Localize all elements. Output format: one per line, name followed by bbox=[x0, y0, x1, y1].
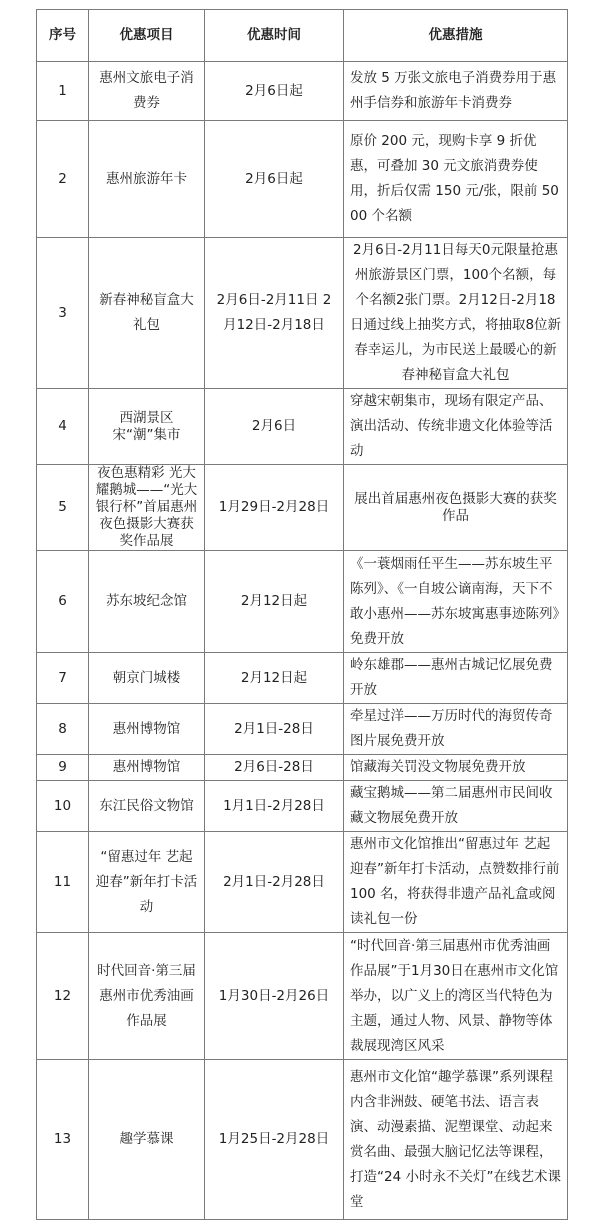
cell-measure: 藏宝鹅城——第二届惠州市民间收藏文物展免费开放 bbox=[344, 781, 568, 832]
cell-time: 2月12日起 bbox=[205, 551, 344, 653]
cell-item: 惠州博物馆 bbox=[89, 755, 205, 781]
cell-item: 趣学慕课 bbox=[89, 1060, 205, 1220]
cell-item: 夜色惠精彩 光大耀鹅城——“光大银行杯”首届惠州夜色摄影大赛获奖作品展 bbox=[89, 465, 205, 551]
cell-item: 惠州旅游年卡 bbox=[89, 121, 205, 238]
cell-no: 6 bbox=[37, 551, 89, 653]
table-row bbox=[37, 465, 568, 551]
cell-measure: 馆藏海关罚没文物展免费开放 bbox=[344, 755, 568, 781]
table-row bbox=[37, 1060, 568, 1220]
cell-no: 11 bbox=[37, 832, 89, 933]
table-row bbox=[37, 933, 568, 1060]
cell-no: 7 bbox=[37, 653, 89, 704]
cell-item: 东江民俗文物馆 bbox=[89, 781, 205, 832]
cell-no: 9 bbox=[37, 755, 89, 781]
cell-no: 5 bbox=[37, 465, 89, 551]
cell-no: 10 bbox=[37, 781, 89, 832]
promotions-table bbox=[36, 9, 568, 1220]
table-row bbox=[37, 389, 568, 465]
cell-measure: “时代回音·第三届惠州市优秀油画作品展”于1月30日在惠州市文化馆举办，以广义上的湾区当代特色为主题，通过人物、风景、静物等体裁展现湾区风采 bbox=[344, 933, 568, 1060]
header-item: 优惠项目 bbox=[89, 10, 205, 62]
cell-no: 4 bbox=[37, 389, 89, 465]
table-row bbox=[37, 551, 568, 653]
table-row bbox=[37, 121, 568, 238]
cell-item: 时代回音·第三届惠州市优秀油画作品展 bbox=[89, 933, 205, 1060]
cell-no: 1 bbox=[37, 62, 89, 121]
cell-item: 惠州文旅电子消费券 bbox=[89, 62, 205, 121]
cell-time: 2月6日起 bbox=[205, 62, 344, 121]
cell-measure: 展出首届惠州夜色摄影大赛的获奖作品 bbox=[344, 465, 568, 551]
cell-no: 13 bbox=[37, 1060, 89, 1220]
table-row bbox=[37, 704, 568, 755]
header-time: 优惠时间 bbox=[205, 10, 344, 62]
cell-item: 苏东坡纪念馆 bbox=[89, 551, 205, 653]
cell-no: 8 bbox=[37, 704, 89, 755]
cell-measure: 牵星过洋——万历时代的海贸传奇图片展免费开放 bbox=[344, 704, 568, 755]
cell-measure: 穿越宋朝集市，现场有限定产品、演出活动、传统非遗文化体验等活动 bbox=[344, 389, 568, 465]
cell-time: 1月1日-2月28日 bbox=[205, 781, 344, 832]
table-row bbox=[37, 62, 568, 121]
cell-measure: 岭东雄郡——惠州古城记忆展免费开放 bbox=[344, 653, 568, 704]
cell-time: 2月6日起 bbox=[205, 121, 344, 238]
cell-time: 2月6日-28日 bbox=[205, 755, 344, 781]
cell-time: 2月6日-2月11日 2月12日-2月18日 bbox=[205, 238, 344, 389]
cell-time: 1月29日-2月28日 bbox=[205, 465, 344, 551]
table-row bbox=[37, 755, 568, 781]
header-measure: 优惠措施 bbox=[344, 10, 568, 62]
cell-item: 新春神秘盲盒大礼包 bbox=[89, 238, 205, 389]
cell-measure: 惠州市文化馆推出“留惠过年 艺起迎春”新年打卡活动，点赞数排行前 100 名，将获得非遗产品礼盒或阅读礼包一份 bbox=[344, 832, 568, 933]
cell-no: 3 bbox=[37, 238, 89, 389]
cell-no: 2 bbox=[37, 121, 89, 238]
table-row bbox=[37, 781, 568, 832]
table-row bbox=[37, 653, 568, 704]
cell-time: 1月30日-2月26日 bbox=[205, 933, 344, 1060]
cell-measure: 惠州市文化馆“趣学慕课”系列课程内含非洲鼓、硬笔书法、语言表演、动漫素描、泥塑课堂、动起来赏名曲、最强大脑记忆法等课程，打造“24 小时永不关灯”在线艺术课堂 bbox=[344, 1060, 568, 1220]
header-no: 序号 bbox=[37, 10, 89, 62]
cell-time: 1月25日-2月28日 bbox=[205, 1060, 344, 1220]
cell-item: “留惠过年 艺起迎春”新年打卡活动 bbox=[89, 832, 205, 933]
table-row bbox=[37, 238, 568, 389]
cell-item: 西湖景区宋“潮”集市 bbox=[89, 389, 205, 465]
cell-item: 惠州博物馆 bbox=[89, 704, 205, 755]
cell-time: 2月6日 bbox=[205, 389, 344, 465]
table-row bbox=[37, 832, 568, 933]
cell-no: 12 bbox=[37, 933, 89, 1060]
cell-measure: 原价 200 元，现购卡享 9 折优惠，可叠加 30 元文旅消费券使用，折后仅需 150 元/张，限前 5000 个名额 bbox=[344, 121, 568, 238]
cell-item: 朝京门城楼 bbox=[89, 653, 205, 704]
cell-measure: 2月6日-2月11日每天0元限量抢惠州旅游景区门票，100个名额，每个名额2张门票。2月12日-2月18日通过线上抽奖方式，将抽取8位新春幸运儿，为市民送上最暖心的新春神秘盲盒大礼包 bbox=[344, 238, 568, 389]
cell-measure: 发放 5 万张文旅电子消费券用于惠州手信券和旅游年卡消费券 bbox=[344, 62, 568, 121]
cell-time: 2月12日起 bbox=[205, 653, 344, 704]
table-header-row bbox=[37, 10, 568, 62]
cell-measure: 《一蓑烟雨任平生——苏东坡生平陈列》、《一自坡公谪南海，天下不敢小惠州——苏东坡寓惠事迹陈列》免费开放 bbox=[344, 551, 568, 653]
cell-time: 2月1日-28日 bbox=[205, 704, 344, 755]
cell-time: 2月1日-2月28日 bbox=[205, 832, 344, 933]
